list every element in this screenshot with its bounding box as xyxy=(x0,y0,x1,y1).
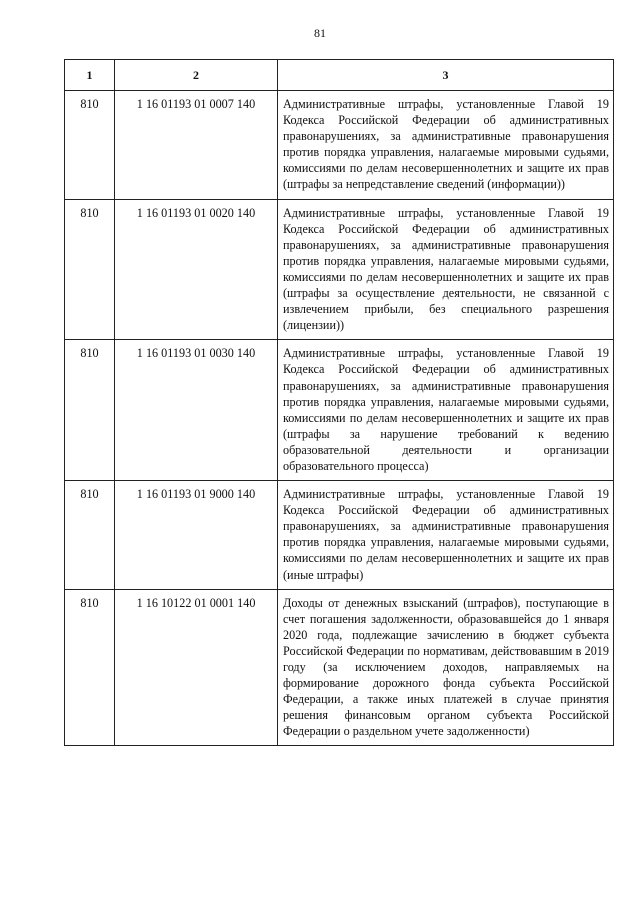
description-cell: Административные штрафы, установленные Главой 19 Кодекса Российской Федерации об административных правонарушениях, за административные правонарушения против порядка управления, налагаемые мировыми судьями, комиссиями по делам несовершеннолетних и защите их прав (штрафы за осуществление деятельности, не связанной с извлечением прибыли, без специального разрешения (лицензии)) xyxy=(278,199,614,340)
description-cell: Доходы от денежных взысканий (штрафов), поступающие в счет погашения задолженности, образовавшейся до 1 января 2020 года, подлежащие зачислению в бюджет субъекта Российской Федерации по нормативам, действовавшим в 2019 году (за исключением доходов, направляемых на формирование дорожного фонда субъекта Российской Федерации, а также иных платежей в случае принятия решения финансовым органом субъекта Российской Федерации о раздельном учете задолженности) xyxy=(278,589,614,746)
admin-code-cell: 810 xyxy=(65,91,115,200)
budget-code-cell: 1 16 01193 01 9000 140 xyxy=(115,481,278,590)
admin-code-cell: 810 xyxy=(65,340,115,481)
admin-code-cell: 810 xyxy=(65,199,115,340)
admin-code-cell: 810 xyxy=(65,481,115,590)
table-row xyxy=(65,481,614,590)
column-header-code: 2 xyxy=(115,60,278,91)
revenue-codes-table xyxy=(64,59,614,746)
column-header-admin: 1 xyxy=(65,60,115,91)
description-cell: Административные штрафы, установленные Главой 19 Кодекса Российской Федерации об административных правонарушениях, за административные правонарушения против порядка управления, налагаемые мировыми судьями, комиссиями по делам несовершеннолетних и защите их прав (штрафы за нарушение требований к ведению образовательной деятельности и организации образовательного процесса) xyxy=(278,340,614,481)
table-row xyxy=(65,340,614,481)
budget-code-cell: 1 16 10122 01 0001 140 xyxy=(115,589,278,746)
table-row xyxy=(65,91,614,200)
budget-code-cell: 1 16 01193 01 0007 140 xyxy=(115,91,278,200)
budget-code-cell: 1 16 01193 01 0030 140 xyxy=(115,340,278,481)
header-row xyxy=(65,60,614,91)
description-cell: Административные штрафы, установленные Главой 19 Кодекса Российской Федерации об административных правонарушениях, за административные правонарушения против порядка управления, налагаемые мировыми судьями, комиссиями по делам несовершеннолетних и защите их прав (штрафы за непредставление сведений (информации)) xyxy=(278,91,614,200)
admin-code-cell: 810 xyxy=(65,589,115,746)
column-header-description: 3 xyxy=(278,60,614,91)
table-row xyxy=(65,589,614,746)
table-row xyxy=(65,199,614,340)
budget-code-cell: 1 16 01193 01 0020 140 xyxy=(115,199,278,340)
description-cell: Административные штрафы, установленные Главой 19 Кодекса Российской Федерации об административных правонарушениях, за административные правонарушения против порядка управления, налагаемые мировыми судьями, комиссиями по делам несовершеннолетних и защите их прав (иные штрафы) xyxy=(278,481,614,590)
page-number: 81 xyxy=(314,26,326,40)
